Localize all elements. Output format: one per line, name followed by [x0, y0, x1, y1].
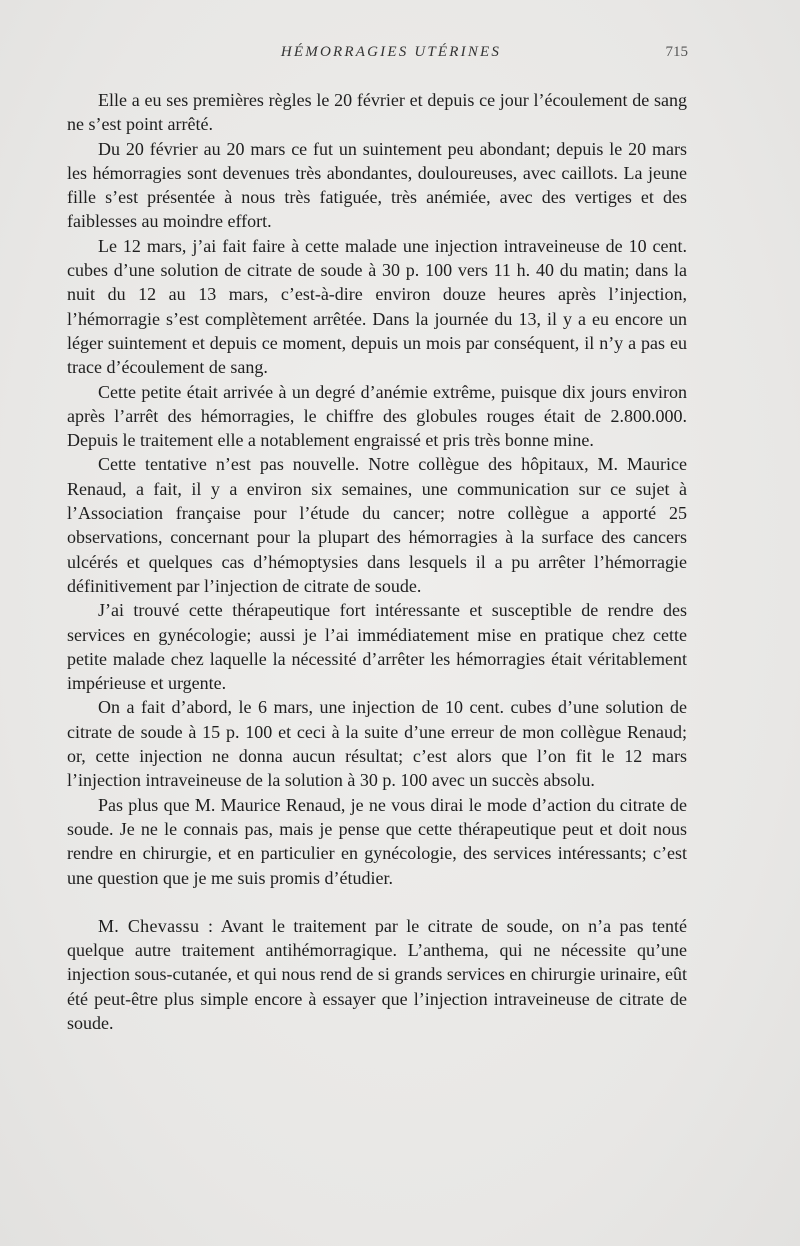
- paragraph: Cette tentative n’est pas nouvelle. Notre collègue des hôpitaux, M. Maurice Renaud, a fait, il y a environ six semaines, une communication sur ce sujet à l’Association française pour l’étude du cancer; notre collègue a apporté 25 observations, concernant pour la plupart des hémorragies à la surface des cancers ulcérés et quelques cas d’hémoptysies dans lesquels il a pu arrêter l’hémorragie définitivement par l’injection de citrate de soude.: [67, 454, 687, 596]
- remark-paragraph: [67, 914, 687, 1035]
- paragraph: J’ai trouvé cette thérapeutique fort intéressante et susceptible de rendre des services en gynécologie; aussi je l’ai immédiatement mise en pratique chez cette petite malade chez laquelle la nécessité d’arrêter les hémorragies était véritablement impérieuse et urgente.: [67, 600, 687, 694]
- remark-text: Avant le traitement par le citrate de soude, on n’a pas tenté quelque autre traitement antihémorragique. L’anthema, qui ne nécessite qu’une injection sous-cutanée, et qui nous rend de si grands services en chirurgie urinaire, eût été peut-être plus simple encore à essayer que l’injection intraveineuse de citrate de soude.: [67, 915, 687, 1033]
- paragraph: On a fait d’abord, le 6 mars, une injection de 10 cent. cubes d’une solution de citrate de soude à 15 p. 100 et ceci à la suite d’une erreur de mon collègue Renaud; or, cette injection ne donna aucun résultat; c’est alors que l’on fit le 12 mars l’injection intraveineuse de la solution à 30 p. 100 avec un succès absolu.: [67, 697, 687, 791]
- speaker-name: M. Chevassu :: [98, 915, 214, 936]
- paragraph: Cette petite était arrivée à un degré d’anémie extrême, puisque dix jours environ après l’arrêt des hémorragies, le chiffre des globules rouges était de 2.800.000. Depuis le traitement elle a notablement engraissé et pris très bonne mine.: [67, 381, 687, 451]
- paragraph: Le 12 mars, j’ai fait faire à cette malade une injection intraveineuse de 10 cent. cubes d’une solution de citrate de soude à 30 p. 100 vers 11 h. 40 du matin; dans la nuit du 12 au 13 mars, c’est-à-dire environ douze heures après l’injection, l’hémorragie s’est complètement arrêtée. Dans la journée du 13, il y a eu encore un léger suintement et depuis ce moment, depuis un mois par conséquent, il n’y a pas eu trace d’écoulement de sang.: [67, 235, 687, 378]
- running-title: HÉMORRAGIES UTÉRINES: [280, 44, 502, 60]
- page-header: [96, 44, 686, 68]
- paragraph: Elle a eu ses premières règles le 20 février et depuis ce jour l’écoulement de sang ne s’est point arrêté.: [67, 90, 687, 135]
- paragraph: Pas plus que M. Maurice Renaud, je ne vous dirai le mode d’action du citrate de soude. Je ne le connais pas, mais je pense que cette thérapeutique peut et doit nous rendre en chirurgie, et en particulier en gynécologie, des services intéressants; c’est une question que je me suis promis d’étudier.: [67, 794, 687, 888]
- paragraph: Du 20 février au 20 mars ce fut un suintement peu abondant; depuis le 20 mars les hémorragies sont devenues très abondantes, douloureuses, avec caillots. La jeune fille s’est présentée à nous très fatiguée, très anémiée, avec des vertiges et des faiblesses au moindre effort.: [67, 138, 687, 232]
- page-number: 715: [665, 44, 688, 60]
- body-text: [67, 88, 687, 1035]
